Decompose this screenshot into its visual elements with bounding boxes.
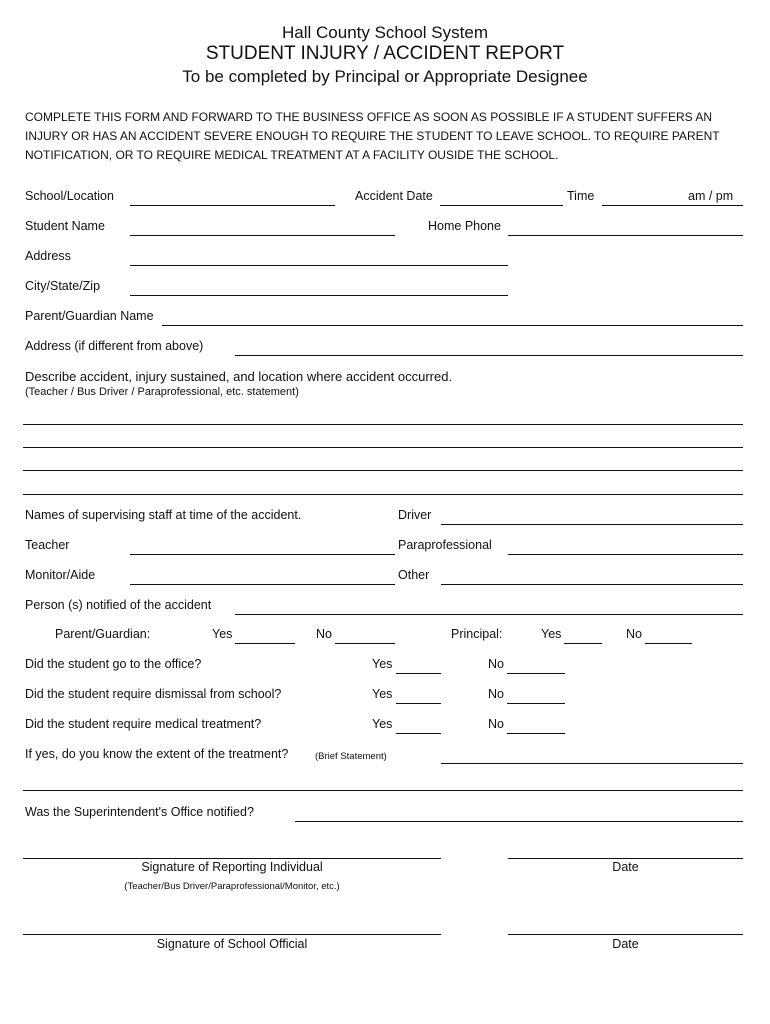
form-title: STUDENT INJURY / ACCIDENT REPORT	[205, 43, 565, 64]
describe-note: (Teacher / Bus Driver / Paraprofessional, etc. statement)	[25, 386, 299, 398]
principal-no-label: No	[626, 627, 642, 641]
official-signature-field[interactable]	[23, 934, 441, 935]
parent-no-field[interactable]	[335, 643, 395, 644]
description-line-3[interactable]	[23, 470, 743, 471]
extent-note: (Brief Statement)	[315, 751, 387, 762]
reporting-signature-label: Signature of Reporting Individual	[141, 860, 323, 874]
principal-notified-label: Principal:	[451, 627, 503, 641]
parent-yes-label: Yes	[212, 627, 233, 641]
address-field[interactable]	[130, 265, 508, 266]
org-name: Hall County School System	[282, 23, 488, 42]
reporting-signature-note: (Teacher/Bus Driver/Paraprofessional/Monitor, etc.)	[124, 881, 340, 892]
principal-no-field[interactable]	[645, 643, 692, 644]
medical-no-label: No	[488, 717, 504, 731]
student-name-field[interactable]	[130, 235, 395, 236]
school-location-field[interactable]	[130, 205, 335, 206]
superintendent-question: Was the Superintendent's Office notified?	[25, 805, 254, 819]
parent-yes-field[interactable]	[235, 643, 295, 644]
describe-label: Describe accident, injury sustained, and location where accident occurred.	[25, 369, 453, 384]
paraprofessional-label: Paraprofessional	[398, 538, 492, 552]
medical-yes-field[interactable]	[396, 733, 441, 734]
accident-date-field[interactable]	[440, 205, 563, 206]
parent-guardian-name-label: Parent/Guardian Name	[25, 309, 154, 323]
city-state-zip-label: City/State/Zip	[25, 279, 101, 293]
dismissal-yes-label: Yes	[372, 687, 393, 701]
student-name-label: Student Name	[25, 219, 105, 233]
monitor-aide-label: Monitor/Aide	[25, 568, 96, 582]
dismissal-question: Did the student require dismissal from school?	[25, 687, 282, 701]
school-location-label: School/Location	[25, 189, 114, 203]
principal-yes-field[interactable]	[564, 643, 602, 644]
extent-field[interactable]	[441, 763, 743, 764]
persons-notified-field[interactable]	[235, 614, 743, 615]
dismissal-yes-field[interactable]	[396, 703, 441, 704]
reporting-date-label: Date	[612, 860, 639, 874]
official-date-label: Date	[612, 937, 639, 951]
office-no-label: No	[488, 657, 504, 671]
office-no-field[interactable]	[507, 673, 565, 674]
medical-yes-label: Yes	[372, 717, 393, 731]
driver-label: Driver	[398, 508, 432, 522]
teacher-label: Teacher	[25, 538, 70, 552]
official-signature-label: Signature of School Official	[156, 937, 308, 951]
parent-guardian-notified-label: Parent/Guardian:	[55, 627, 151, 641]
teacher-field[interactable]	[130, 554, 395, 555]
description-line-4[interactable]	[23, 494, 743, 495]
official-date-field[interactable]	[508, 934, 743, 935]
parent-no-label: No	[316, 627, 332, 641]
monitor-aide-field[interactable]	[130, 584, 395, 585]
am-pm-label: am / pm	[688, 189, 734, 203]
dismissal-no-field[interactable]	[507, 703, 565, 704]
medical-no-field[interactable]	[507, 733, 565, 734]
office-question: Did the student go to the office?	[25, 657, 202, 671]
medical-question: Did the student require medical treatment?	[25, 717, 262, 731]
reporting-date-field[interactable]	[508, 858, 743, 859]
office-yes-field[interactable]	[396, 673, 441, 674]
alt-address-field[interactable]	[235, 355, 743, 356]
other-staff-field[interactable]	[441, 584, 743, 585]
instructions-line-1: COMPLETE THIS FORM AND FORWARD TO THE BUSINESS OFFICE AS SOON AS POSSIBLE IF A STUDENT SUFFERS AN	[25, 110, 713, 124]
office-yes-label: Yes	[372, 657, 393, 671]
time-field[interactable]	[602, 205, 743, 206]
staff-heading: Names of supervising staff at time of the accident.	[25, 508, 302, 522]
superintendent-field[interactable]	[295, 821, 743, 822]
paraprofessional-field[interactable]	[508, 554, 743, 555]
home-phone-field[interactable]	[508, 235, 743, 236]
extent-question: If yes, do you know the extent of the treatment?	[25, 747, 289, 761]
accident-date-label: Accident Date	[355, 189, 433, 203]
parent-guardian-name-field[interactable]	[162, 325, 743, 326]
description-line-1[interactable]	[23, 424, 743, 425]
alt-address-label: Address (if different from above)	[25, 339, 204, 353]
extent-field-line-2[interactable]	[23, 790, 743, 791]
form-subtitle: To be completed by Principal or Appropriate Designee	[182, 67, 588, 86]
driver-field[interactable]	[441, 524, 743, 525]
instructions-line-2: INJURY OR HAS AN ACCIDENT SEVERE ENOUGH TO REQUIRE THE STUDENT TO LEAVE SCHOOL. TO REQUIRE PARENT	[25, 129, 720, 143]
city-state-zip-field[interactable]	[130, 295, 508, 296]
reporting-signature-field[interactable]	[23, 858, 441, 859]
instructions-line-3: NOTIFICATION, OR TO REQUIRE MEDICAL TREATMENT AT A FACILITY OUSIDE THE SCHOOL.	[25, 148, 559, 162]
principal-yes-label: Yes	[541, 627, 562, 641]
dismissal-no-label: No	[488, 687, 504, 701]
time-label: Time	[567, 189, 595, 203]
other-staff-label: Other	[398, 568, 430, 582]
persons-notified-label: Person (s) notified of the accident	[25, 598, 212, 612]
address-label: Address	[25, 249, 71, 263]
home-phone-label: Home Phone	[428, 219, 501, 233]
description-line-2[interactable]	[23, 447, 743, 448]
